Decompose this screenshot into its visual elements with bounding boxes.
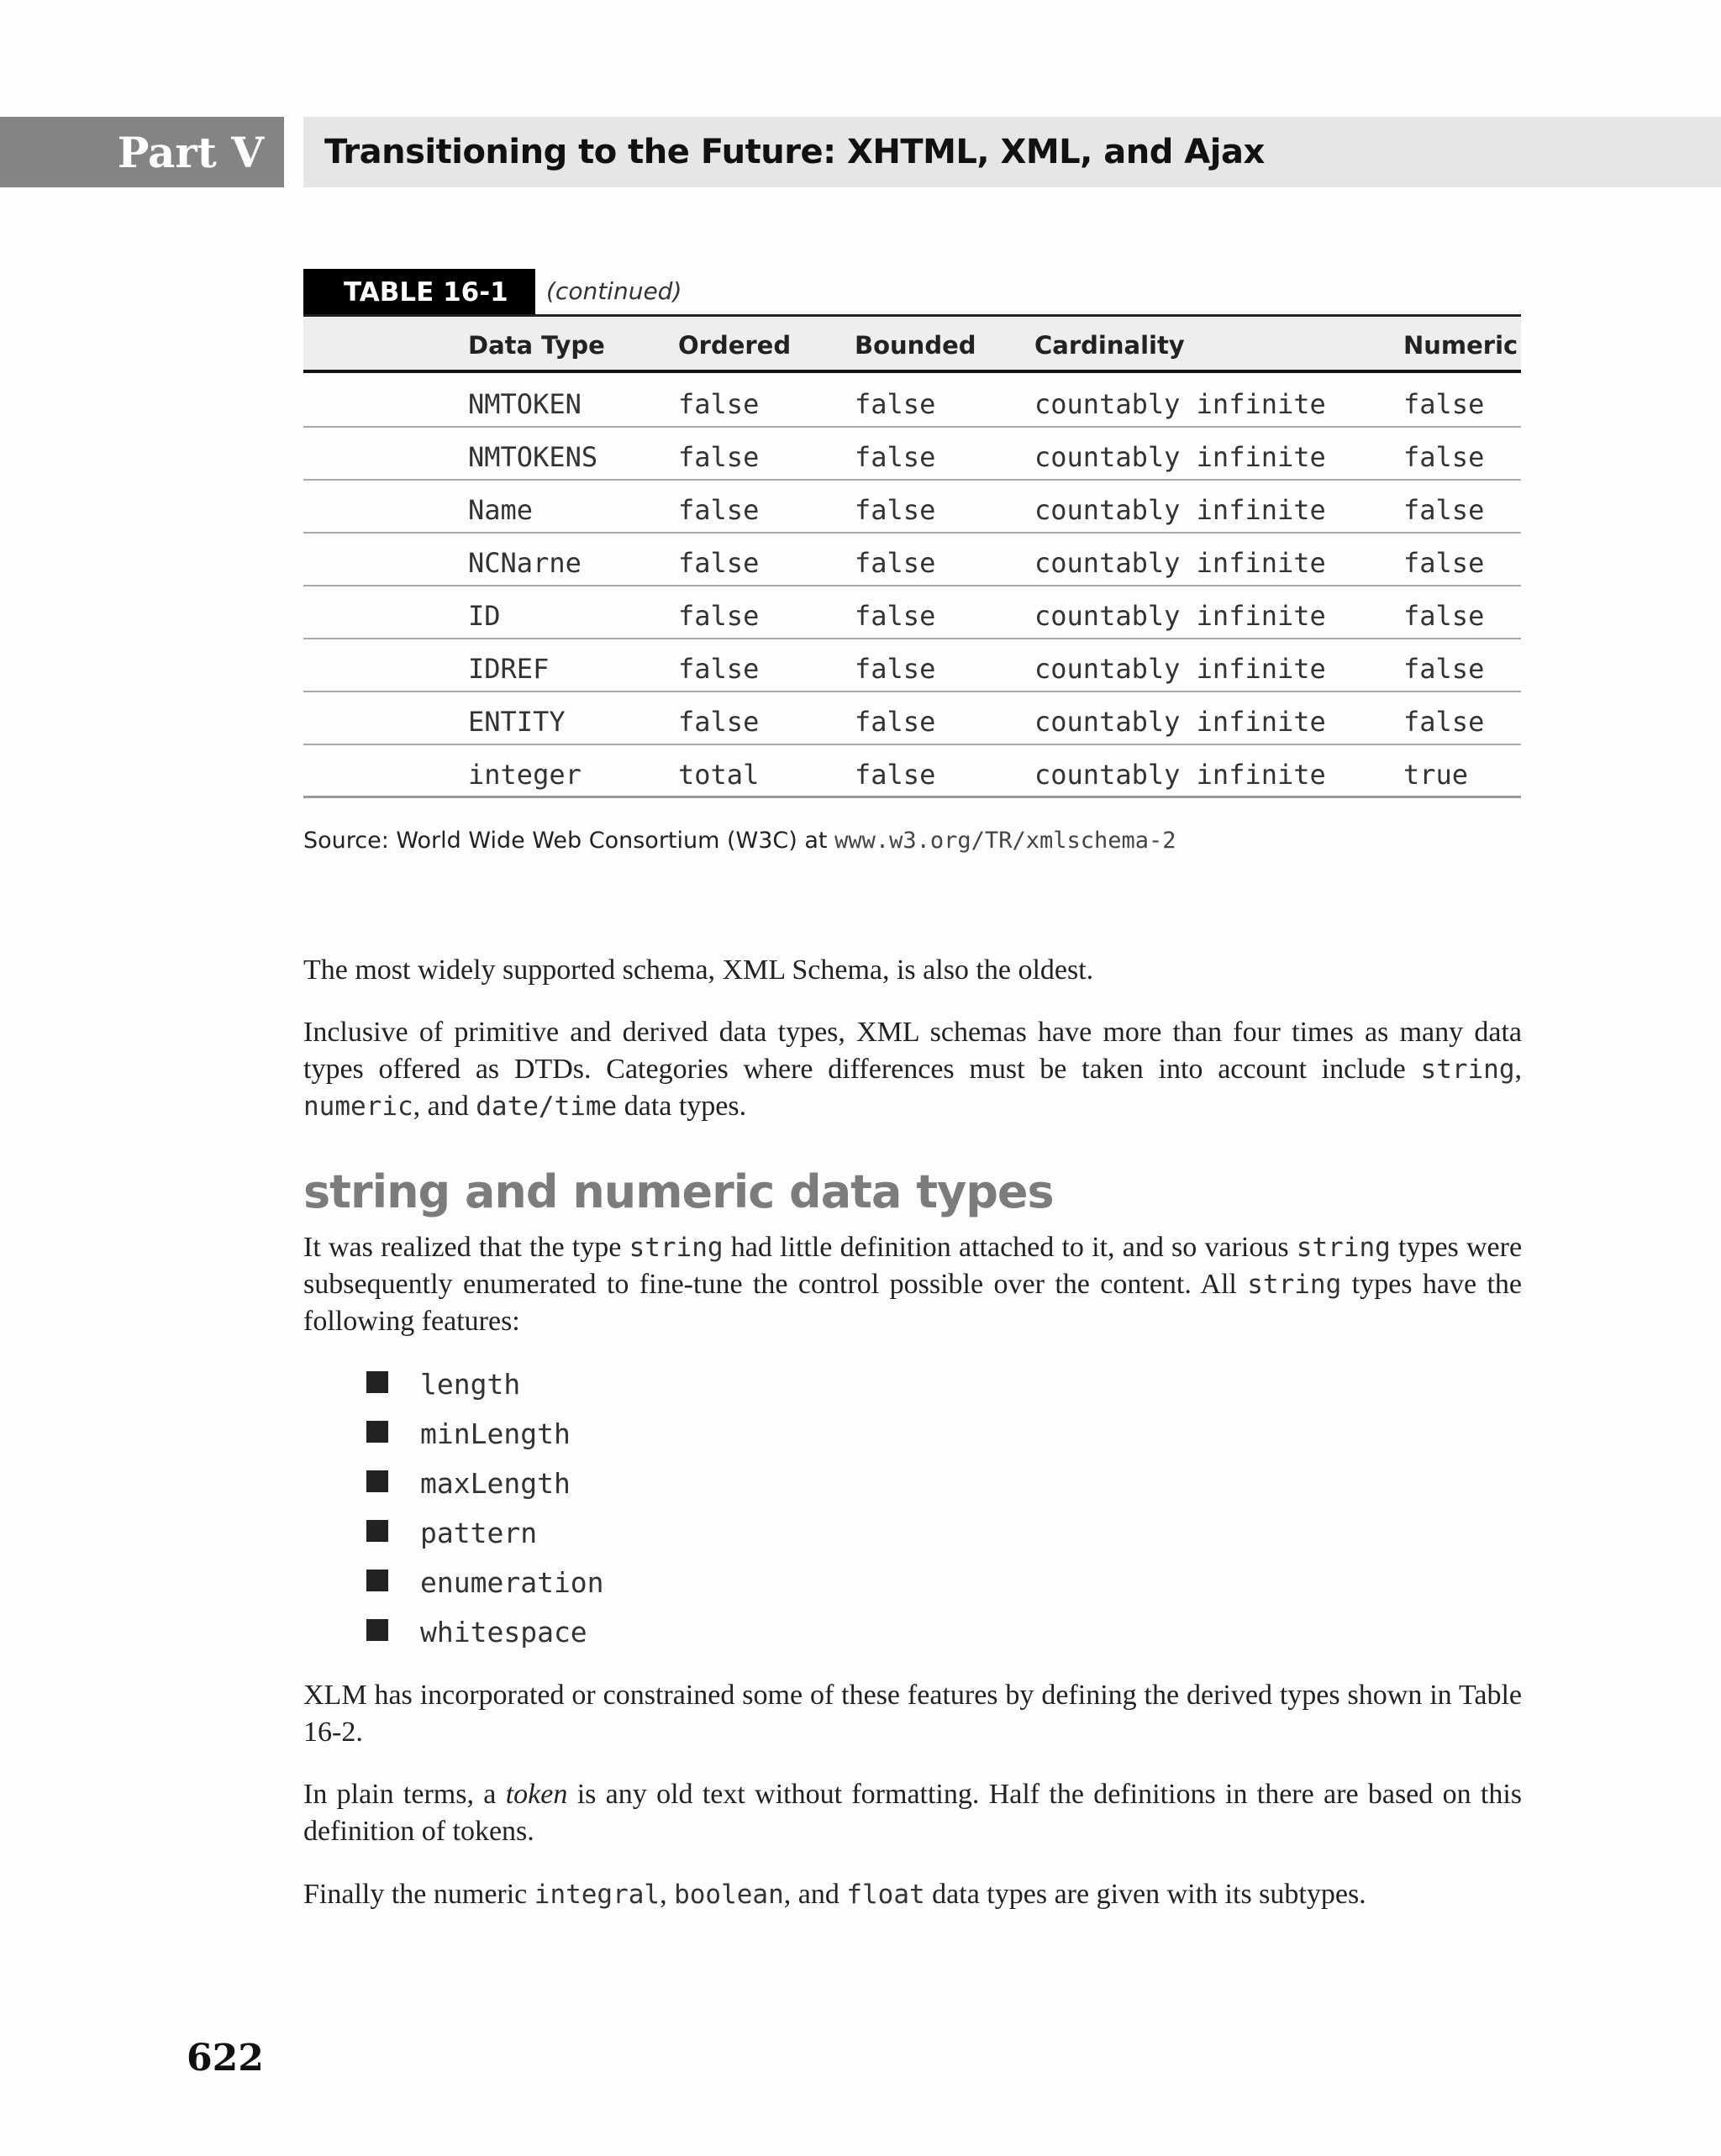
table-cell: true — [1403, 759, 1469, 791]
list-item-text: length — [420, 1368, 521, 1401]
table-row — [303, 481, 1521, 534]
paragraph — [303, 1876, 1522, 1913]
emphasis-text: token — [505, 1779, 568, 1810]
inline-code: boolean — [674, 1880, 784, 1910]
table-row — [303, 534, 1521, 586]
source-text: Source: World Wide Web Consortium (W3C) at — [303, 828, 828, 854]
table-cell: ENTITY — [468, 706, 566, 738]
table-cell: false — [678, 441, 760, 473]
table-cell: false — [1403, 706, 1485, 738]
part-label: Part V — [0, 117, 284, 187]
list-item-text: enumeration — [420, 1566, 604, 1599]
paragraph-text: types were subsequently enumerated to fine-tune the control possible over the content. All — [303, 1232, 1523, 1300]
table-cell: false — [1403, 653, 1485, 685]
list-item-text: minLength — [420, 1417, 571, 1450]
table-cell: countably infinite — [1034, 706, 1326, 738]
inline-code: string — [1420, 1054, 1515, 1085]
paragraph — [303, 1776, 1522, 1850]
list-item-text: whitespace — [420, 1616, 587, 1649]
column-header: Data Type — [468, 331, 605, 360]
table-cell: false — [855, 653, 936, 685]
table-cell: Name — [468, 494, 534, 526]
chapter-title: Transitioning to the Future: XHTML, XML, and Ajax — [303, 117, 1721, 187]
section-heading: string and numeric data types — [303, 1165, 1054, 1218]
column-header: Numeric — [1403, 331, 1518, 360]
table-top-rule — [303, 314, 1521, 317]
paragraph-text: Inclusive of primitive and derived data types, XML schemas have more than four times as many data types offered as DTDs. Categories where differences must be taken into account include — [303, 1017, 1522, 1085]
bullet-square-icon — [366, 1520, 388, 1542]
table-cell: NMTOKENS — [468, 441, 598, 473]
table-cell: false — [1403, 494, 1485, 526]
paragraph — [303, 1014, 1522, 1125]
paragraph-text: Finally the numeric — [303, 1879, 528, 1910]
inline-code: string — [1247, 1270, 1342, 1300]
table-cell: NMTOKEN — [468, 388, 582, 420]
paragraph — [303, 1229, 1522, 1340]
paragraph: XLM has incorporated or constrained some of these features by defining the derived types shown in Table 16-2. — [303, 1680, 1522, 1748]
column-header: Bounded — [855, 331, 976, 360]
table-row — [303, 428, 1521, 481]
paragraph-text: data types are given with its subtypes. — [932, 1879, 1366, 1910]
paragraph-text: is any old text without formatting. Half the definitions in there are based on this definition of tokens. — [303, 1779, 1523, 1847]
paragraph-text: types have the following features: — [303, 1269, 1522, 1337]
inline-code: string — [629, 1233, 724, 1263]
table-cell: countably infinite — [1034, 653, 1326, 685]
table-cell: false — [678, 653, 760, 685]
table-cell: countably infinite — [1034, 388, 1326, 420]
table-cell: false — [855, 388, 936, 420]
table-source — [303, 828, 1176, 854]
list-item-text: pattern — [420, 1517, 538, 1549]
table-cell: false — [678, 494, 760, 526]
table-header — [303, 318, 1521, 373]
page-number: 622 — [187, 2037, 264, 2080]
inline-code: integral — [534, 1880, 661, 1910]
paragraph-text: It was realized that the type — [303, 1232, 622, 1263]
table-row — [303, 745, 1521, 798]
table-cell: ID — [468, 600, 501, 632]
table-cell: countably infinite — [1034, 547, 1326, 579]
table-row — [303, 375, 1521, 428]
table-cell: false — [678, 706, 760, 738]
table-cell: false — [1403, 388, 1485, 420]
column-header: Cardinality — [1034, 331, 1185, 360]
table-cell: false — [855, 494, 936, 526]
table-cell: countably infinite — [1034, 441, 1326, 473]
paragraph-text: , and — [413, 1091, 469, 1122]
inline-code: date/time — [476, 1091, 618, 1122]
inline-code: float — [846, 1880, 925, 1910]
inline-code: string — [1296, 1233, 1391, 1263]
table-row — [303, 692, 1521, 745]
paragraph-text: data types. — [624, 1091, 747, 1122]
bullet-square-icon — [366, 1421, 388, 1443]
table-cell: false — [855, 547, 936, 579]
table-cell: false — [678, 547, 760, 579]
paragraph-text: , — [660, 1879, 667, 1910]
table-cell: integer — [468, 759, 582, 791]
paragraph-text: , and — [783, 1879, 839, 1910]
table-cell: false — [1403, 441, 1485, 473]
bullet-square-icon — [366, 1619, 388, 1641]
table-cell: false — [855, 441, 936, 473]
table-cell: false — [1403, 547, 1485, 579]
table-cell: NCNarne — [468, 547, 582, 579]
table-cell: false — [678, 388, 760, 420]
table-cell: IDREF — [468, 653, 550, 685]
table-row — [303, 639, 1521, 692]
table-cell: countably infinite — [1034, 600, 1326, 632]
table-cell: false — [855, 759, 936, 791]
inline-code: numeric — [303, 1091, 413, 1122]
table-cell: false — [855, 600, 936, 632]
table-continued: (continued) — [546, 277, 682, 305]
table-body — [303, 375, 1521, 798]
table-cell: false — [678, 600, 760, 632]
source-url: www.w3.org/TR/xmlschema-2 — [834, 828, 1176, 854]
paragraph-text: In plain terms, a — [303, 1779, 497, 1810]
column-header: Ordered — [678, 331, 792, 360]
paragraph-text: had little definition attached to it, and so various — [730, 1232, 1289, 1263]
table-label: TABLE 16-1 — [303, 269, 535, 316]
table-cell: false — [1403, 600, 1485, 632]
list-item-text: maxLength — [420, 1467, 571, 1500]
table-cell: countably infinite — [1034, 759, 1326, 791]
table-cell: total — [678, 759, 760, 791]
bullet-square-icon — [366, 1371, 388, 1393]
table-row — [303, 586, 1521, 639]
table-cell: countably infinite — [1034, 494, 1326, 526]
bullet-square-icon — [366, 1470, 388, 1492]
paragraph-text: , — [1514, 1054, 1523, 1085]
paragraph: The most widely supported schema, XML Schema, is also the oldest. — [303, 954, 1094, 986]
table-cell: false — [855, 706, 936, 738]
bullet-square-icon — [366, 1570, 388, 1591]
